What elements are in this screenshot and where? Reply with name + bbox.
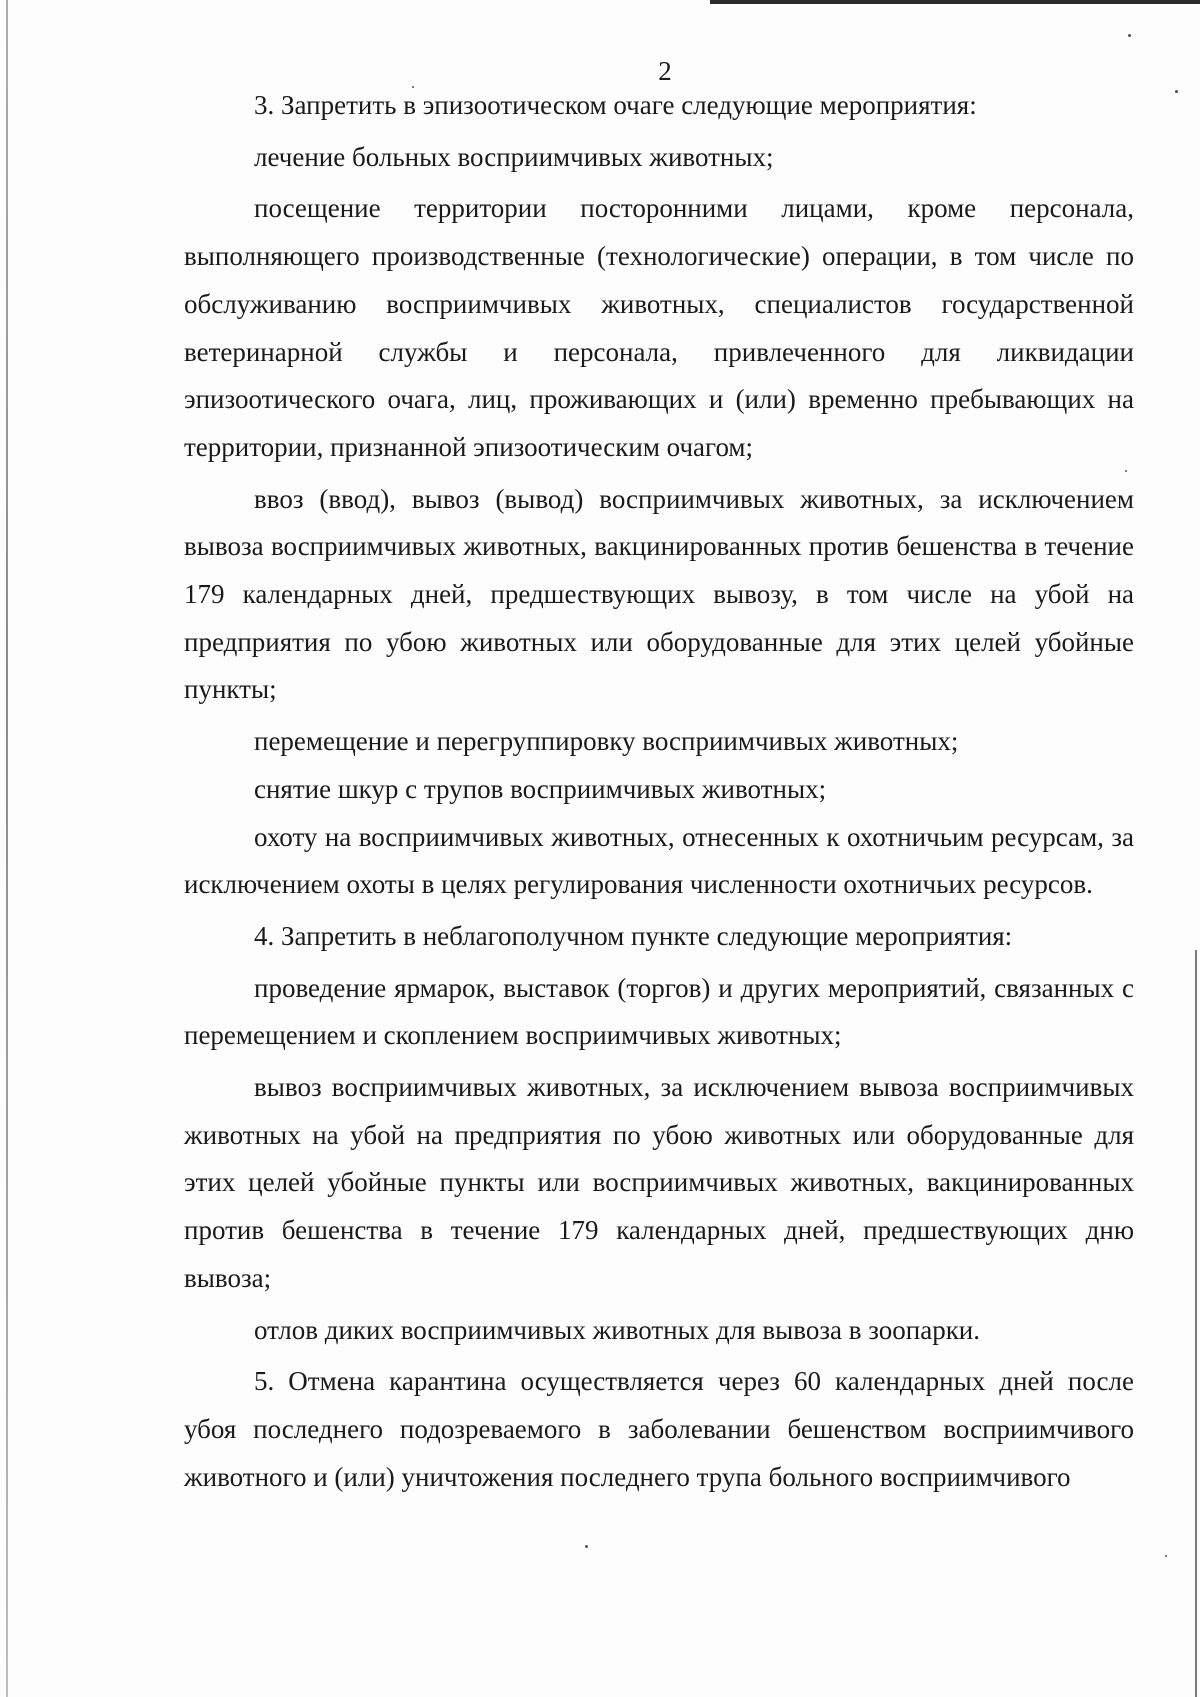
paragraph: проведение ярмарок, выставок (торгов) и других мероприятий, связанных с перемещением и скоплением восприимчивых животных; — [184, 972, 1134, 1051]
page-number: 2 — [658, 56, 672, 86]
scan-speck — [585, 1545, 588, 1548]
scan-speck — [1165, 1555, 1167, 1557]
scan-speck — [1175, 90, 1178, 93]
paragraph: вывоз восприимчивых животных, за исключением вывоза восприимчивых животных на убой на предприятия по убою животных или оборудованные для этих целей убойные пункты или восприимчивых животных, вакцинированных против бешенства в течение 179 календарных дней, предшествующих дню вывоза; — [184, 1072, 1134, 1293]
paragraph: посещение территории посторонними лицами, кроме персонала, выполняющего производственные (технологические) операции, в том числе по обслуживанию восприимчивых животных, специалистов государственной ветеринарной службы и персонала, привлеченного для ликвидации эпизоотического очага, лиц, проживающих и (или) временно пребывающих на территории, признанной эпизоотическим очагом; — [184, 193, 1134, 462]
paragraph: ввоз (ввод), вывоз (вывод) восприимчивых животных, за исключением вывоза восприимчивых животных, вакцинированных против бешенства в течение 179 календарных дней, предшествующих вывозу, в том числе на убой на предприятия по убою животных или оборудованные для этих целей убойные пункты; — [184, 483, 1134, 705]
paragraph: 4. Запретить в неблагополучном пункте следующие мероприятия: — [254, 920, 1013, 951]
document-body — [184, 82, 1134, 1501]
paragraph: лечение больных восприимчивых животных; — [254, 141, 774, 172]
paragraph: 3. Запретить в эпизоотическом очаге следующие мероприятия: — [254, 90, 977, 120]
scan-edge-right — [1195, 950, 1197, 1697]
paragraph: перемещение и перегруппировку восприимчивых животных; — [254, 726, 959, 757]
scan-speck — [1128, 34, 1131, 37]
scan-edge-left — [6, 0, 8, 1697]
paragraph: снятие шкур с трупов восприимчивых животных; — [254, 773, 827, 804]
scan-edge-top — [710, 0, 1200, 4]
paragraph: охоту на восприимчивых животных, отнесенных к охотничьим ресурсам, за исключением охоты в целях регулирования численности охотничьих ресурсов. — [184, 821, 1134, 900]
paragraph: 5. Отмена карантина осуществляется через 60 календарных дней после убоя последнего подозреваемого в заболевании бешенством восприимчивого животного и (или) уничтожения последнего трупа больного восприимчивого — [184, 1366, 1134, 1492]
paragraph: отлов диких восприимчивых животных для вывоза в зоопарки. — [254, 1314, 981, 1345]
